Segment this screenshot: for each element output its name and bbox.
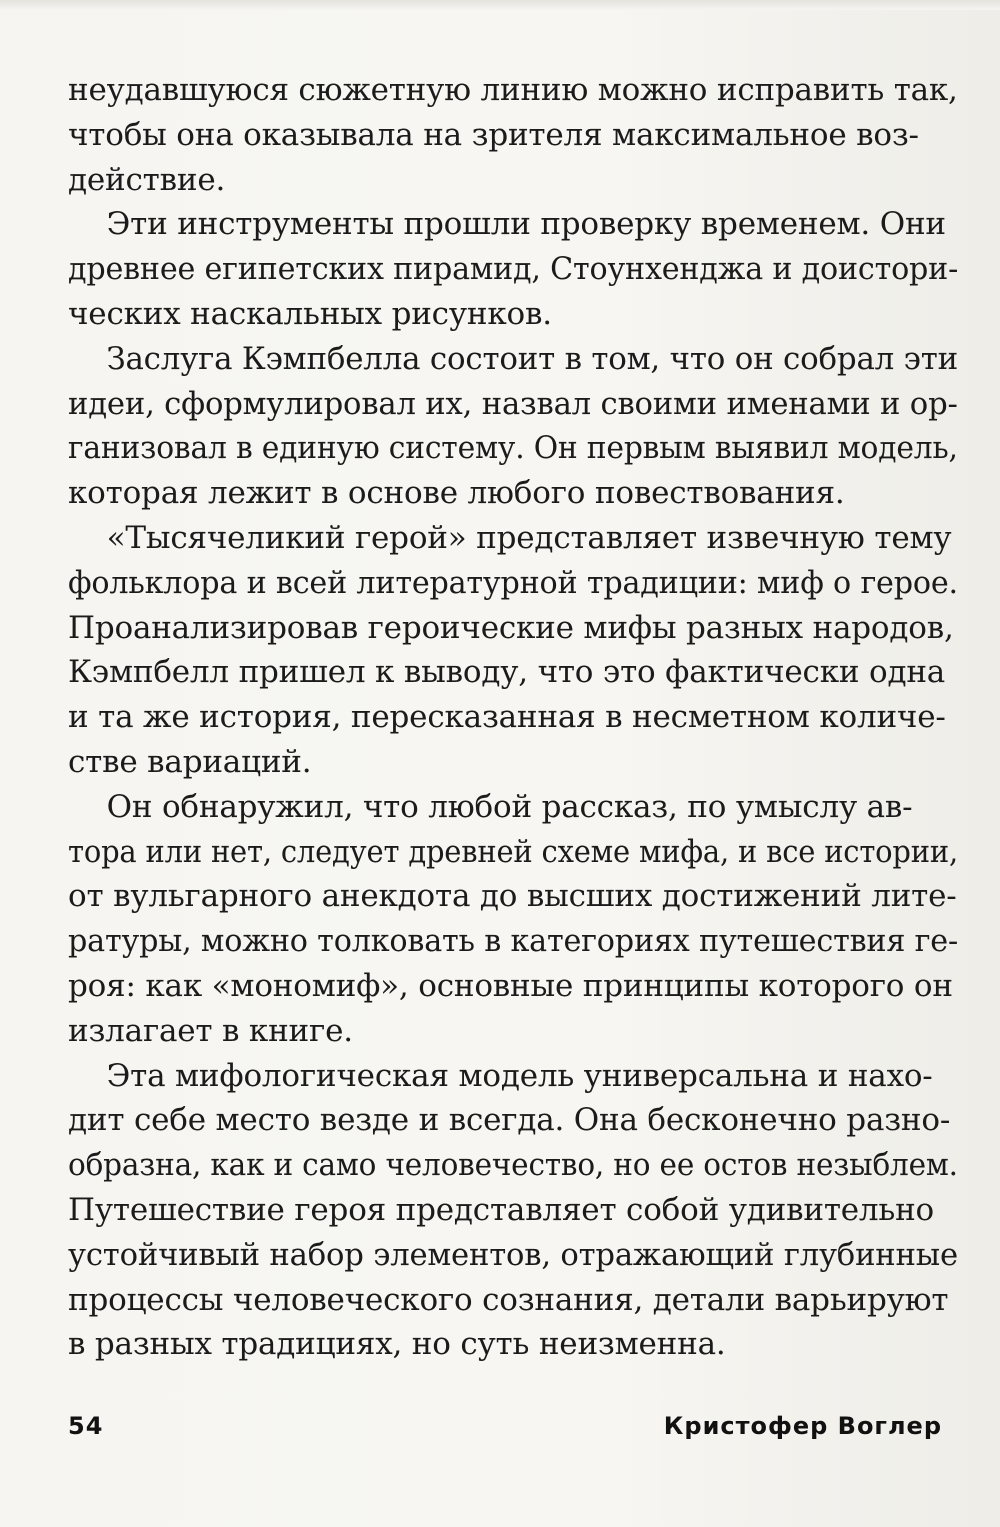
text-line: устойчивый набор элементов, отражающий глубинные [68, 1236, 958, 1273]
text-line: которая лежит в основе любого повествования. [68, 475, 845, 512]
text-line: чтобы она оказывала на зрителя максимальное воз- [68, 116, 919, 153]
text-line: Кэмпбелл пришел к выводу, что это фактически одна [68, 654, 946, 691]
text-line: процессы человеческого сознания, детали варьируют [68, 1281, 949, 1318]
text-line: Проанализировав героические мифы разных народов, [68, 609, 954, 646]
text-line: Эта мифологическая модель универсальна и нахо- [68, 1057, 933, 1094]
text-line: в разных традициях, но суть неизменна. [68, 1326, 726, 1363]
text-line: Путешествие героя представляет собой удивительно [68, 1191, 935, 1228]
text-line: стве вариаций. [68, 743, 312, 780]
running-author: Кристофер Воглер [663, 1412, 942, 1440]
text-line: роя: как «мономиф», основные принципы которого он [68, 967, 953, 1004]
body-text [68, 68, 968, 1367]
text-line: излагает в книге. [68, 1012, 353, 1049]
text-line: Заслуга Кэмпбелла состоит в том, что он собрал эти [68, 340, 959, 377]
text-line: ратуры, можно толковать в категориях путешествия ге- [68, 923, 959, 960]
text-line: древнее египетских пирамид, Стоунхенджа и доистори- [68, 251, 959, 288]
text-line: от вульгарного анекдота до высших достижений лите- [68, 878, 957, 915]
text-line: и та же история, пересказанная в несметном количе- [68, 699, 946, 736]
text-line: образна, как и само человечество, но ее остов незыблем. [68, 1147, 958, 1184]
text-line: тора или нет, следует древней схеме мифа, и все истории, [68, 833, 958, 870]
text-line: фольклора и всей литературной традиции: миф о герое. [68, 564, 958, 601]
text-line: дит себе место везде и всегда. Она бесконечно разно- [68, 1102, 951, 1139]
page-top-edge [0, 0, 1000, 10]
text-line: «Тысячеликий герой» представляет извечную тему [68, 519, 952, 556]
text-line: ганизовал в единую систему. Он первым выявил модель, [68, 430, 958, 467]
text-line: Эти инструменты прошли проверку временем. Они [68, 206, 946, 243]
text-line: ческих наскальных рисунков. [68, 295, 552, 332]
page-number: 54 [68, 1412, 104, 1440]
text-line: Он обнаружил, что любой рассказ, по умыслу ав- [68, 788, 913, 825]
text-line: действие. [68, 161, 226, 198]
text-line: идеи, сформулировал их, назвал своими именами и ор- [68, 385, 958, 422]
text-line: неудавшуюся сюжетную линию можно исправить так, [68, 72, 958, 108]
